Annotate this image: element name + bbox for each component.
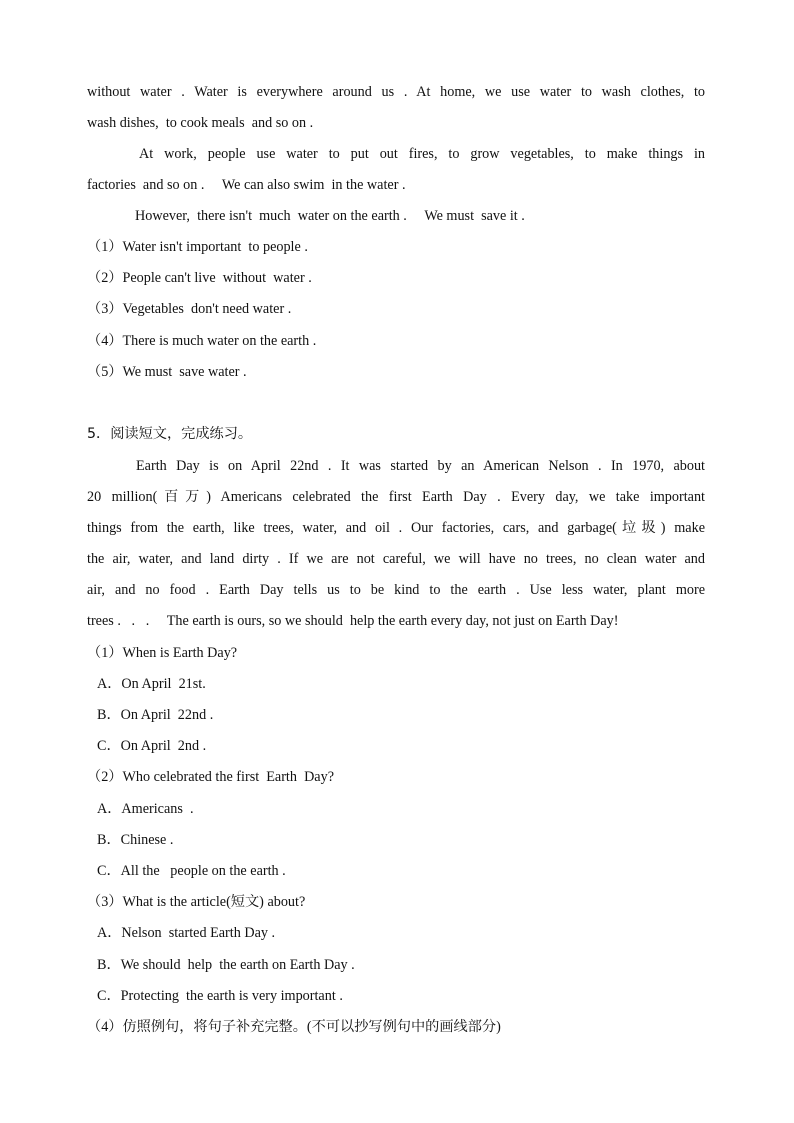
q3-option-b: B．We should help the earth on Earth Day . <box>97 957 355 973</box>
section-5-heading: 5．阅读短文，完成练习。 <box>87 426 253 442</box>
q2-option-c: C．All the people on the earth . <box>97 863 286 879</box>
q1-option-c: C．On April 2nd . <box>97 738 207 754</box>
passage5-line-2: 20 million(百万) Americans celebrated the first Earth Day . Every day, we take important <box>87 489 705 505</box>
question-4: （4）仿照例句，将句子补充完整。(不可以抄写例句中的画线部分) <box>87 1019 501 1035</box>
passage4-para3-line1: However, there isn't much water on the earth . We must save it . <box>135 208 525 224</box>
q1-option-b: B．On April 22nd . <box>97 707 214 723</box>
question-3: （3）What is the article(短文) about? <box>87 894 306 910</box>
q3-option-a: A．Nelson started Earth Day . <box>97 925 276 941</box>
passage5-line-4: the air, water, and land dirty . If we are not careful, we will have no trees, no clean water and <box>87 551 705 567</box>
question-1: （1）When is Earth Day? <box>87 645 238 661</box>
q1-option-a: A．On April 21st. <box>97 676 206 692</box>
q2-option-b: B．Chinese . <box>97 832 174 848</box>
statement-2: （2）People can't live without water . <box>87 270 312 286</box>
passage5-line-1: Earth Day is on April 22nd . It was started by an American Nelson . In 1970, about <box>136 458 705 474</box>
statement-1: （1）Water isn't important to people . <box>87 239 308 255</box>
passage5-line-5: air, and no food . Earth Day tells us to be kind to the earth . Use less water, plant more <box>87 582 705 598</box>
passage4-para2-line2: factories and so on . We can also swim in the water . <box>87 177 406 193</box>
passage4-para1-line1: without water . Water is everywhere around us . At home, we use water to wash clothes, to <box>87 84 705 100</box>
passage4-para1-line2: wash dishes, to cook meals and so on . <box>87 115 314 131</box>
q3-option-c: C．Protecting the earth is very important . <box>97 988 343 1004</box>
question-2: （2）Who celebrated the first Earth Day? <box>87 769 334 785</box>
statement-5: （5）We must save water . <box>87 364 247 380</box>
passage5-line-3: things from the earth, like trees, water, and oil . Our factories, cars, and garbage(垃圾) make <box>87 520 705 536</box>
passage4-para2-line1: At work, people use water to put out fires, to grow vegetables, to make things in <box>139 146 705 162</box>
passage5-line-6: trees . . . The earth is ours, so we should help the earth every day, not just on Earth Day! <box>87 613 619 629</box>
q2-option-a: A．Americans . <box>97 801 194 817</box>
statement-4: （4）There is much water on the earth . <box>87 333 317 349</box>
statement-3: （3）Vegetables don't need water . <box>87 301 292 317</box>
